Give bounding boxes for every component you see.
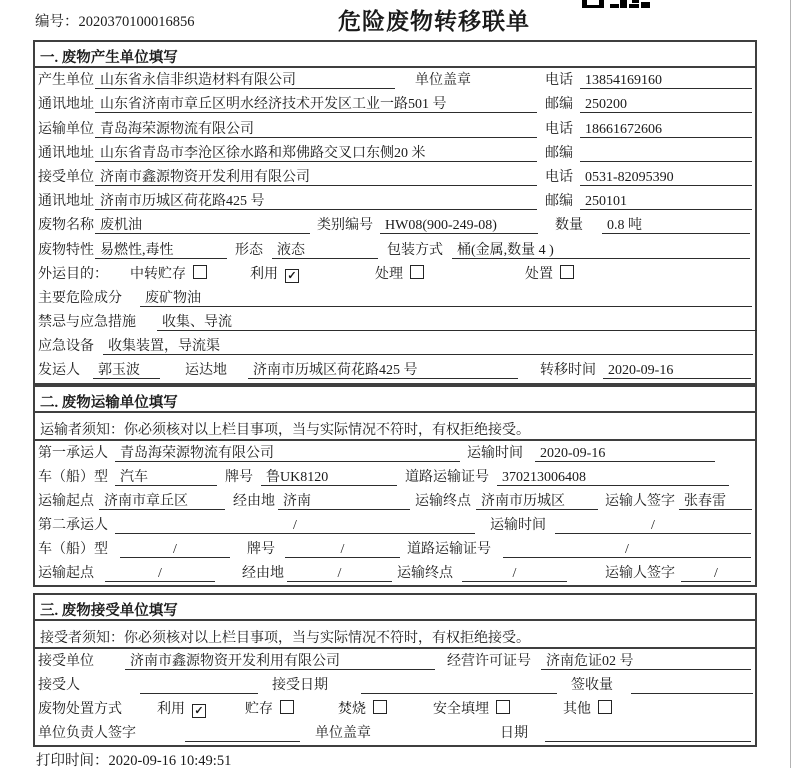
print-timestamp bbox=[36, 749, 231, 768]
terminus-value: / bbox=[462, 565, 567, 582]
transporter-label: 运输单位 bbox=[38, 121, 94, 137]
producer-address-row bbox=[35, 92, 755, 116]
signed-amount-label: 签收量 bbox=[571, 678, 613, 693]
producer-row bbox=[35, 68, 755, 92]
terminus-label: 运输终点 bbox=[397, 566, 453, 581]
taboo-row bbox=[35, 310, 755, 334]
carrier-signature-value: / bbox=[681, 565, 751, 582]
option-landfill bbox=[433, 698, 510, 718]
plate-label: 牌号 bbox=[225, 470, 253, 485]
checkbox-landfill bbox=[496, 700, 510, 714]
plate-value: 鲁UK8120 bbox=[261, 469, 397, 486]
company-seal-label: 单位盖章 bbox=[415, 73, 471, 89]
carrier-signature-label: 运输人签字 bbox=[605, 566, 675, 581]
address-value: 山东省青岛市李沧区徐水路和郑佛路交叉口东侧20 米 bbox=[95, 145, 537, 162]
form-label: 形态 bbox=[235, 242, 263, 258]
waste-character-row bbox=[35, 237, 755, 261]
receiving-person-row bbox=[35, 673, 755, 697]
serial-number bbox=[35, 10, 195, 31]
transporter-address-row bbox=[35, 141, 755, 165]
permit-value: / bbox=[503, 541, 751, 558]
packing-label: 包装方式 bbox=[387, 242, 443, 258]
receiving-unit-row bbox=[35, 649, 755, 673]
checkbox-incinerate bbox=[373, 700, 387, 714]
transfer-time-value: 2020-09-16 bbox=[603, 362, 751, 379]
checkbox-dispose bbox=[560, 265, 574, 279]
option-label: 处理 bbox=[375, 266, 403, 282]
section-receiver bbox=[33, 593, 757, 747]
option-label: 中转贮存 bbox=[130, 266, 186, 282]
option-incinerate bbox=[338, 698, 387, 718]
route1-row bbox=[35, 489, 755, 513]
license-value: 济南危证02 号 bbox=[541, 653, 751, 670]
via-value: 济南 bbox=[278, 493, 410, 510]
address-label: 通讯地址 bbox=[38, 194, 94, 210]
disposal-method-label: 废物处置方式 bbox=[38, 702, 122, 717]
transport-time-label: 运输时间 bbox=[467, 446, 523, 461]
serial-label: 编号： bbox=[35, 14, 79, 30]
transporter-notice: 运输者须知：你必须核对以上栏目事项，当与实际情况不符时，有权拒绝接受。 bbox=[35, 413, 755, 441]
route2-row bbox=[35, 561, 755, 585]
zip-label: 邮编 bbox=[545, 145, 573, 161]
address-label: 通讯地址 bbox=[38, 145, 94, 161]
vehicle1-row bbox=[35, 465, 755, 489]
permit-label: 道路运输证号 bbox=[407, 542, 491, 557]
quantity-label: 数量 bbox=[555, 218, 583, 234]
hazard-label: 主要危险成分 bbox=[38, 290, 122, 306]
phone-label: 电话 bbox=[545, 169, 573, 185]
option-label: 利用 bbox=[250, 266, 278, 282]
form-value: 液态 bbox=[272, 242, 378, 259]
address-value: 济南市历城区荷花路425 号 bbox=[95, 193, 537, 210]
destination-label: 运达地 bbox=[185, 363, 227, 379]
option-label: 贮存 bbox=[245, 702, 273, 717]
phone-label: 电话 bbox=[545, 121, 573, 137]
hazard-row bbox=[35, 286, 755, 310]
carrier1-value: 青岛海荣源物流有限公司 bbox=[115, 445, 460, 462]
quantity-value: 0.8 吨 bbox=[602, 217, 750, 234]
vehicle-type-value: / bbox=[120, 541, 230, 558]
qr-code-fragment-icon bbox=[582, 0, 652, 9]
print-time-value: 2020-09-16 10:49:51 bbox=[108, 753, 232, 768]
carrier2-label: 第二承运人 bbox=[38, 518, 108, 533]
second-carrier-row bbox=[35, 513, 755, 537]
print-time-label: 打印时间： bbox=[36, 753, 109, 768]
origin-value: / bbox=[105, 565, 215, 582]
zip-value: 250200 bbox=[580, 96, 752, 113]
option-dispose bbox=[525, 263, 574, 283]
receiver-value: 济南市鑫源物资开发利用有限公司 bbox=[95, 169, 537, 186]
section-transporter bbox=[33, 385, 757, 587]
phone-label: 电话 bbox=[545, 73, 573, 89]
receiver-notice: 接受者须知：你必须核对以上栏目事项，当与实际情况不符时，有权拒绝接受。 bbox=[35, 621, 755, 649]
transporter-row bbox=[35, 116, 755, 140]
waste-name-label: 废物名称 bbox=[38, 218, 94, 234]
plate-label: 牌号 bbox=[247, 542, 275, 557]
date-value bbox=[545, 725, 751, 742]
plate-value: / bbox=[285, 541, 400, 558]
equipment-label: 应急设备 bbox=[38, 339, 94, 355]
address-value: 山东省济南市章丘区明水经济技术开发区工业一路501 号 bbox=[95, 96, 537, 113]
page-right-edge-line bbox=[790, 0, 791, 768]
terminus-label: 运输终点 bbox=[415, 494, 471, 509]
signed-amount-value bbox=[631, 677, 753, 694]
carrier2-value: / bbox=[115, 517, 475, 534]
checkbox-utilize: ✓ bbox=[192, 704, 206, 718]
via-value: / bbox=[287, 565, 392, 582]
option-transfer-storage bbox=[130, 263, 207, 283]
origin-label: 运输起点 bbox=[38, 494, 94, 509]
equipment-value: 收集装置，导流渠 bbox=[103, 338, 753, 355]
equipment-row bbox=[35, 334, 755, 358]
receiving-unit-value: 济南市鑫源物资开发利用有限公司 bbox=[125, 653, 435, 670]
receive-date-value bbox=[361, 677, 557, 694]
packing-value: 桶(金属,数量 4 ) bbox=[452, 242, 750, 259]
vehicle2-row bbox=[35, 537, 755, 561]
section1-title: 一. 废物产生单位填写 bbox=[35, 42, 755, 68]
checkbox-utilize: ✓ bbox=[285, 269, 299, 283]
disposal-method-row bbox=[35, 697, 755, 721]
page-title: 危险废物转移联单 bbox=[338, 9, 530, 34]
waste-name-row bbox=[35, 213, 755, 237]
character-label: 废物特性 bbox=[38, 242, 94, 258]
first-carrier-row bbox=[35, 441, 755, 465]
unit-seal-label: 单位盖章 bbox=[315, 726, 371, 741]
shipper-value: 郭玉波 bbox=[93, 362, 160, 379]
section-producer bbox=[33, 40, 757, 385]
date-label: 日期 bbox=[500, 726, 528, 741]
zip-value-empty bbox=[580, 145, 752, 162]
receive-date-label: 接受日期 bbox=[272, 678, 328, 693]
option-label: 焚烧 bbox=[338, 702, 366, 717]
address-label: 通讯地址 bbox=[38, 97, 94, 113]
serial-value: 2020370100016856 bbox=[78, 14, 195, 30]
transporter-value: 青岛海荣源物流有限公司 bbox=[95, 121, 537, 138]
shipper-label: 发运人 bbox=[38, 363, 80, 379]
responsible-signature-value bbox=[185, 725, 300, 742]
receiver-row bbox=[35, 165, 755, 189]
permit-label: 道路运输证号 bbox=[405, 470, 489, 485]
section2-title: 二. 废物运输单位填写 bbox=[35, 387, 755, 413]
option-label: 处置 bbox=[525, 266, 553, 282]
transport-time-value: / bbox=[555, 517, 751, 534]
carrier-signature-value: 张春雷 bbox=[679, 493, 752, 510]
producer-value: 山东省永信非织造材料有限公司 bbox=[95, 72, 395, 89]
waste-name-value: 废机油 bbox=[95, 217, 310, 234]
origin-value: 济南市章丘区 bbox=[99, 493, 225, 510]
checkbox-store bbox=[280, 700, 294, 714]
phone-value: 13854169160 bbox=[580, 72, 752, 89]
phone-value: 18661672606 bbox=[580, 121, 752, 138]
via-label: 经由地 bbox=[242, 566, 284, 581]
license-label: 经营许可证号 bbox=[447, 654, 531, 669]
option-label: 安全填埋 bbox=[433, 702, 489, 717]
section3-title: 三. 废物接受单位填写 bbox=[35, 595, 755, 621]
receiving-unit-label: 接受单位 bbox=[38, 654, 94, 669]
receiver-label: 接受单位 bbox=[38, 169, 94, 185]
checkbox-other bbox=[598, 700, 612, 714]
checkbox-treat bbox=[410, 265, 424, 279]
purpose-row bbox=[35, 262, 755, 286]
option-label: 其他 bbox=[563, 702, 591, 717]
purpose-label: 外运目的： bbox=[38, 266, 108, 282]
via-label: 经由地 bbox=[233, 494, 275, 509]
responsible-signature-label: 单位负责人签字 bbox=[38, 726, 136, 741]
zip-label: 邮编 bbox=[545, 97, 573, 113]
vehicle-type-label: 车（船）型 bbox=[38, 470, 108, 485]
transport-time-value: 2020-09-16 bbox=[535, 445, 715, 462]
carrier1-label: 第一承运人 bbox=[38, 446, 108, 461]
vehicle-type-label: 车（船）型 bbox=[38, 542, 108, 557]
category-label: 类别编号 bbox=[317, 218, 373, 234]
vehicle-type-value: 汽车 bbox=[115, 469, 217, 486]
option-utilize bbox=[157, 698, 206, 718]
zip-label: 邮编 bbox=[545, 194, 573, 210]
terminus-value: 济南市历城区 bbox=[476, 493, 598, 510]
option-label: 利用 bbox=[157, 702, 185, 717]
option-store bbox=[245, 698, 294, 718]
destination-value: 济南市历城区荷花路425 号 bbox=[248, 362, 518, 379]
receiver-address-row bbox=[35, 189, 755, 213]
hazard-value: 废矿物油 bbox=[140, 290, 752, 307]
phone-value: 0531-82095390 bbox=[580, 169, 752, 186]
option-utilize bbox=[250, 263, 299, 283]
permit-value: 370213006408 bbox=[497, 469, 729, 486]
character-value: 易燃性,毒性 bbox=[95, 242, 227, 259]
receiving-person-value bbox=[140, 677, 258, 694]
transport-time-label: 运输时间 bbox=[490, 518, 546, 533]
carrier-signature-label: 运输人签字 bbox=[605, 494, 675, 509]
option-treat bbox=[375, 263, 424, 283]
origin-label: 运输起点 bbox=[38, 566, 94, 581]
option-other bbox=[563, 698, 612, 718]
taboo-value: 收集、导流 bbox=[157, 314, 757, 331]
receiving-person-label: 接受人 bbox=[38, 678, 80, 693]
transfer-time-label: 转移时间 bbox=[540, 363, 596, 379]
checkbox-transfer-storage bbox=[193, 265, 207, 279]
shipper-row bbox=[35, 358, 755, 382]
responsible-signature-row bbox=[35, 721, 755, 745]
producer-label: 产生单位 bbox=[38, 73, 94, 89]
zip-value: 250101 bbox=[580, 193, 752, 210]
taboo-label: 禁忌与应急措施 bbox=[38, 315, 136, 331]
category-value: HW08(900-249-08) bbox=[380, 217, 538, 234]
